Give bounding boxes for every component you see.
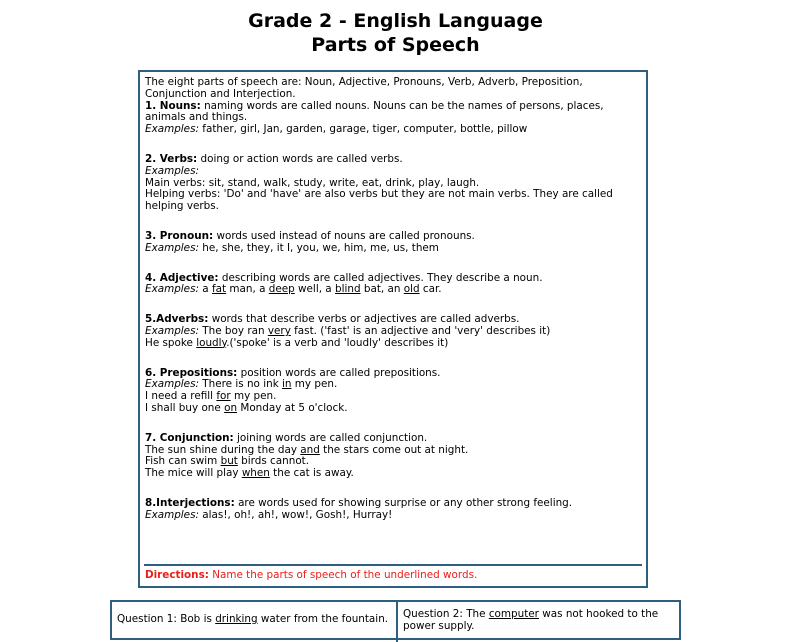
underlined-word: deep (268, 283, 295, 296)
verbs-heading: 2. Verbs: (145, 152, 198, 165)
adverbs-heading: 5.Adverbs: (145, 313, 209, 326)
text-run: birds cannot. (237, 455, 310, 468)
interjections-heading: 8.Interjections: (145, 496, 235, 509)
prepositions-heading: 6. Prepositions: (145, 366, 238, 379)
adjective-examples-label: Examples: (145, 283, 199, 296)
section-prepositions (145, 368, 643, 415)
question-2 (398, 602, 679, 642)
text-run: There is no ink (199, 378, 283, 391)
questions-row (110, 600, 681, 640)
text-run: The boy ran (199, 324, 268, 337)
text-run: The sun shine during the day (145, 443, 301, 456)
text-run: bat, an (360, 283, 404, 296)
verbs-main: Main verbs: sit, stand, walk, study, write, eat, drink, play, laugh. (145, 176, 480, 189)
directions-text (145, 569, 477, 581)
text-run: fast. ('fast' is an adjective and 'very' describes it) (290, 324, 551, 337)
text-run: water from the fountain. (257, 613, 389, 625)
text-run: Fish can swim (145, 455, 221, 468)
divider (144, 564, 642, 566)
lesson-content (145, 77, 643, 540)
underlined-word: in (282, 378, 292, 391)
nouns-desc: naming words are called nouns. Nouns can be the names of persons, places, animals and things. (145, 99, 604, 124)
question-1 (112, 602, 398, 642)
text-run: my pen. (291, 378, 338, 391)
prepositions-desc: position words are called prepositions. (237, 366, 441, 379)
intro-text: The eight parts of speech are: Noun, Adjective, Pronouns, Verb, Adverb, Preposition, Conjunction and Interjection. (145, 76, 583, 100)
lesson-box (138, 70, 648, 588)
pronoun-desc: words used instead of nouns are called pronouns. (213, 229, 475, 242)
underlined-word: blind (334, 283, 361, 296)
underlined-word: loudly (196, 336, 227, 349)
directions-body: Name the parts of speech of the underlined words. (208, 569, 478, 581)
interjections-examples: alas!, oh!, ah!, wow!, Gosh!, Hurray! (199, 508, 393, 521)
adverbs-examples-label: Examples: (145, 324, 199, 337)
nouns-examples: father, girl, Jan, garden, garage, tiger, computer, bottle, pillow (199, 123, 528, 136)
underlined-word: and (300, 443, 320, 456)
text-run: Monday at 5 o'clock. (237, 401, 348, 414)
pronoun-examples: he, she, they, it I, you, we, him, me, us, them (199, 241, 439, 254)
nouns-heading: 1. Nouns: (145, 99, 201, 112)
text-run: man, a (226, 283, 269, 296)
section-conjunction (145, 433, 643, 480)
text-run: the cat is away. (269, 467, 354, 480)
page-title: Grade 2 - English Language (248, 10, 543, 32)
verbs-desc: doing or action words are called verbs. (197, 152, 403, 165)
adjective-heading: 4. Adjective: (145, 271, 219, 284)
underlined-word: on (224, 401, 238, 414)
text-run: my pen. (230, 390, 277, 403)
prepositions-examples-label: Examples: (145, 378, 199, 391)
text-run: The mice will play (145, 467, 242, 480)
directions-label: Directions: (145, 569, 209, 581)
underlined-word: drinking (215, 613, 258, 625)
section-pronoun (145, 231, 643, 255)
conjunction-heading: 7. Conjunction: (145, 431, 234, 444)
section-nouns (145, 101, 643, 136)
conjunction-example-3 (145, 468, 643, 480)
text-run: He spoke (145, 336, 197, 349)
verbs-examples-label: Examples: (145, 164, 199, 177)
text-run: was not hooked to the power supply. (403, 608, 659, 632)
text-run: the stars come out at night. (319, 443, 469, 456)
text-run: well, a (294, 283, 335, 296)
section-interjections (145, 498, 643, 522)
adverbs-desc: words that describe verbs or adjectives are called adverbs. (208, 313, 520, 326)
adjective-desc: describing words are called adjectives. They describe a noun. (218, 271, 543, 284)
section-verbs (145, 154, 643, 213)
underlined-word: computer (488, 608, 539, 620)
adjective-examples (145, 284, 643, 296)
underlined-word: for (216, 390, 231, 403)
underlined-word: but (220, 455, 238, 468)
interjections-desc: are words used for showing surprise or any other strong feeling. (234, 496, 573, 509)
prepositions-example-3 (145, 403, 643, 415)
section-adjective (145, 273, 643, 297)
text-run: .('spoke' is a verb and 'loudly' describes it) (226, 336, 449, 349)
section-adverbs (145, 314, 643, 349)
pronoun-heading: 3. Pronoun: (145, 229, 214, 242)
underlined-word: old (403, 283, 420, 296)
text-run: I shall buy one (145, 401, 225, 414)
page-subtitle: Parts of Speech (311, 34, 480, 56)
text-run: car. (419, 283, 442, 296)
underlined-word: fat (211, 283, 227, 296)
nouns-examples-label: Examples: (145, 123, 199, 136)
text-run: Question 1: Bob is (117, 613, 216, 625)
verbs-helping: Helping verbs: 'Do' and 'have' are also verbs but they are not main verbs. They are called helping verbs. (145, 188, 613, 213)
text-run: a (199, 283, 212, 296)
interjections-examples-label: Examples: (145, 508, 199, 521)
adverbs-example-2 (145, 338, 643, 350)
underlined-word: very (267, 324, 291, 337)
text-run: Question 2: The (403, 608, 489, 620)
pronoun-examples-label: Examples: (145, 241, 199, 254)
underlined-word: when (241, 467, 270, 480)
text-run: I need a refill (145, 390, 217, 403)
conjunction-desc: joining words are called conjunction. (233, 431, 428, 444)
